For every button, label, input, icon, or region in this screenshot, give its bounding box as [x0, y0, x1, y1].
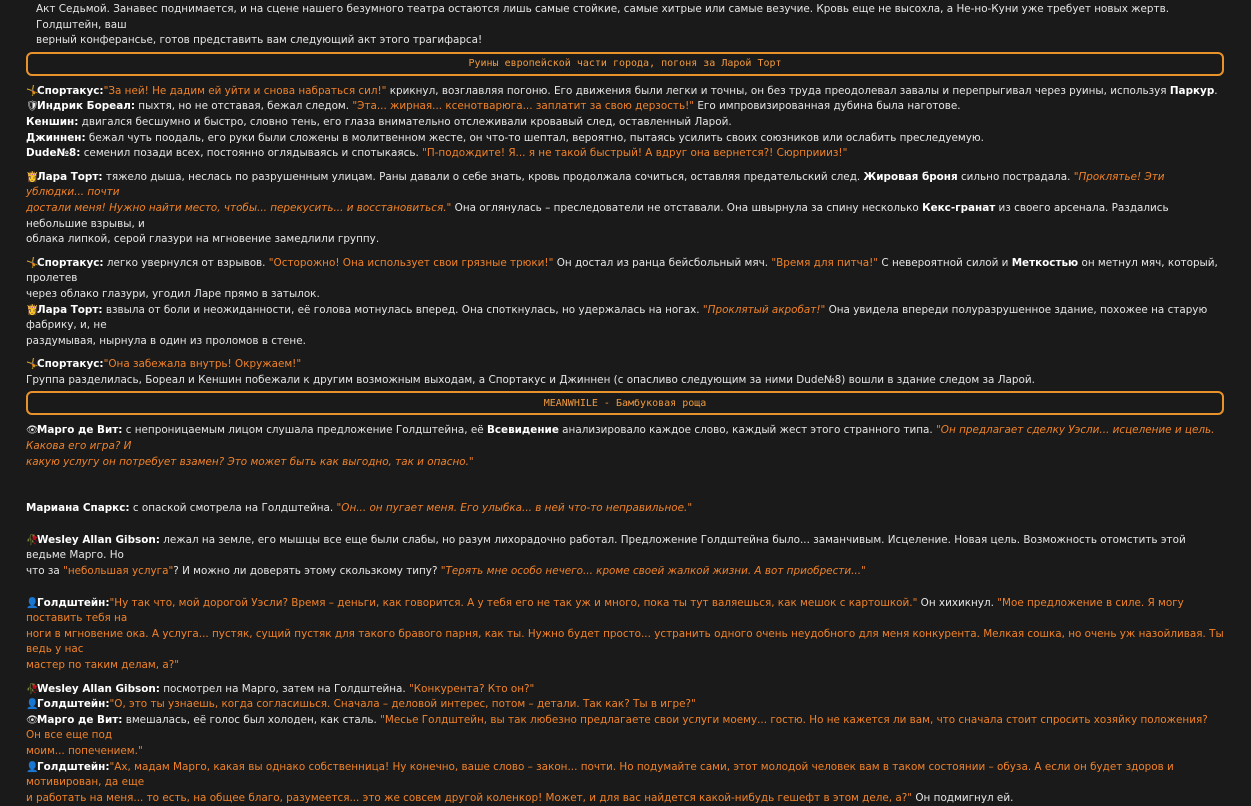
message-line — [26, 303, 1224, 334]
eye-icon: 👁 — [26, 714, 39, 726]
narration: Она увидела впереди полуразрушенное здание, похожее на старую фабрику, и, не — [26, 303, 1208, 332]
message-line — [26, 201, 1224, 232]
message — [26, 596, 1224, 674]
message — [26, 146, 1224, 162]
thought: "Терять мне особо нечего... кроме своей жалкой жизни. А вот приобрести..." — [440, 565, 866, 578]
message — [26, 256, 1224, 303]
speaker-name: Лара Торт: — [37, 170, 103, 183]
quote: "Ну так что, мой дорогой Уэсли? Время – деньги, как говорится. А у тебя его не так уж и много, пока ты тут валяешься, как мешок с картошкой." — [109, 596, 918, 609]
scene-title: Руины европейской части города, погоня за Ларой Торт — [468, 57, 782, 69]
quote: "Время для питча!" — [771, 256, 879, 269]
message-line: раздумывая, нырнула в один из проломов в стене. — [26, 334, 306, 347]
user-icon: 👤 — [26, 597, 39, 609]
thought: "Он предлагает сделку Уэсли... исцеление и цель. Какова его игра? И — [26, 424, 1215, 453]
quote: мастер по таким делам, а?" — [26, 659, 179, 671]
intro-line: Акт Седьмой. Занавес поднимается, и на сцене нашего безумного театра остаются лишь самые стойкие, самые хитрые или самые везучие. Кровь еще не высохла, а Не-но-Куни уже требует новых жертв. Голдштейн, ваш — [36, 3, 1169, 31]
narration: Она оглянулась – преследователи не отставали. Она швырнула за спину несколько — [451, 201, 923, 214]
narration: вмешалась, её голос был холоден, как сталь. — [122, 713, 381, 726]
quote: "Осторожно! Она использует свои грязные трюки!" — [268, 256, 554, 269]
speaker-name: Индрик Бореал: — [37, 100, 135, 113]
message — [26, 303, 1224, 350]
shield-icon: 🛡 — [26, 101, 39, 113]
speaker-name: Марго де Вит: — [37, 713, 123, 726]
wilted-flower-icon: 🥀 — [26, 534, 39, 546]
quote: "Она забежала внутрь! Окружаем!" — [103, 358, 302, 371]
message — [26, 501, 1224, 517]
narration: что за — [26, 565, 64, 578]
scene-title: MEANWHILE - Бамбуковая роща — [543, 397, 707, 409]
message-line — [26, 455, 1224, 471]
skill: Паркур — [1169, 84, 1215, 97]
message-line — [26, 791, 1224, 806]
message — [26, 760, 1224, 806]
speaker-name: Голдштейн: — [37, 698, 110, 711]
message-line — [26, 564, 1224, 580]
intro-narration — [26, 2, 1224, 49]
message — [26, 697, 1224, 713]
narration: бежал чуть поодаль, его руки были сложены в молитвенном жесте, он что-то шептал, вероятно, пытаясь усилить своих союзников или ослабить преследуемую. — [85, 131, 984, 144]
speaker-name: Dude№8: — [26, 147, 81, 160]
crown-icon: 👸 — [26, 171, 39, 183]
speaker-name: Лара Торт: — [37, 303, 103, 316]
message — [26, 84, 1224, 100]
speaker-name: Спортакус: — [37, 256, 104, 269]
quote: моим... попечением." — [26, 744, 143, 757]
narration: семенил позади всех, постоянно оглядываясь и спотыкаясь. — [80, 147, 423, 160]
message — [26, 682, 1224, 698]
narration: тяжело дыша, неслась по разрушенным улицам. Раны давали о себе знать, кровь продолжала сочиться, оставляя предательский след. — [102, 170, 864, 183]
speaker-name: Wesley Allan Gibson: — [37, 533, 160, 546]
message-line — [26, 744, 1224, 760]
speaker-name: Джиннен: — [26, 131, 86, 144]
message — [26, 533, 1224, 580]
speaker-name: Голдштейн: — [37, 760, 110, 773]
narration: Он хихикнул. — [917, 596, 998, 609]
narration: крикнул, возглавляя погоню. Его движения были легки и точны, он без труда преодолевал завалы и перепрыгивал через руины, используя — [386, 84, 1170, 97]
eye-icon: 👁 — [26, 425, 39, 437]
speaker-name: Спортакус: — [37, 358, 104, 371]
quote: "П-подождите! Я... я не такой быстрый! А вдруг она вернется?! Сюрприииз!" — [422, 147, 848, 160]
message — [26, 170, 1224, 248]
thought: "Проклятый акробат!" — [702, 303, 826, 316]
speaker-name: Мариана Спаркс: — [26, 502, 130, 515]
quote: "Конкурента? Кто он?" — [409, 682, 535, 695]
narration: С невероятной силой и — [878, 256, 1012, 269]
quote: ноги в мгновение ока. А услуга... пустяк, сущий пустяк для такого бравого парня, как ты. Нужно будет просто... устранить одного очень неудобного для меня конкурента. Мелкая сошка, но очень уж назойливая. Ты ведь у нас — [26, 627, 1224, 656]
message-line — [26, 423, 1224, 454]
narration: ? И можно ли доверять этому скользкому типу? — [173, 565, 441, 578]
narration: с опаской смотрела на Голдштейна. — [129, 502, 337, 515]
narration: . — [1214, 84, 1218, 97]
scene-header — [26, 52, 1224, 76]
skill: Меткостью — [1011, 256, 1079, 269]
scene-header — [26, 391, 1224, 415]
narration: он метнул мяч, который, пролетев — [26, 256, 1218, 285]
message-line: через облако глазури, угодил Ларе прямо в затылок. — [26, 287, 320, 300]
message — [26, 357, 1224, 373]
message — [26, 99, 1224, 115]
intro-line: верный конферансье, готов представить вам следующий акт этого трагифарса! — [36, 34, 483, 47]
message-line — [26, 256, 1224, 287]
speaker-name: Голдштейн: — [37, 596, 110, 609]
quote: "Ах, мадам Марго, какая вы однако собственница! Ну конечно, ваше слово – закон... почти. Но подумайте сами, этот молодой человек вам в таком состоянии – обуза. А если он будет здоров и мотивирован, да еще — [26, 760, 1174, 789]
narration: Он достал из ранца бейсбольный мяч. — [553, 256, 772, 269]
narration: пыхтя, но не отставая, бежал следом. — [134, 100, 353, 113]
narration: лежал на земле, его мышцы все еще были слабы, но разум лихорадочно работал. Предложение Голдштейна было... заманчивым. Исцеление. Новая цель. Возможность отомстить этой ведьме Марго. Но — [26, 533, 1186, 562]
message — [26, 131, 1224, 147]
acrobat-icon: 🤸 — [26, 85, 39, 97]
narration: Он подмигнул ей. — [912, 791, 1014, 804]
speaker-name: Спортакус: — [37, 84, 104, 97]
message — [26, 423, 1224, 470]
speaker-name: Марго де Вит: — [37, 424, 123, 437]
thought: какую услугу он потребует взамен? Это может быть как выгодно, так и опасно." — [26, 455, 474, 468]
crown-icon: 👸 — [26, 304, 39, 316]
narration: с непроницаемым лицом слушала предложение Голдштейна, её — [122, 424, 487, 437]
acrobat-icon: 🤸 — [26, 257, 39, 269]
narration: двигался бесшумно и быстро, словно тень, его глаза внимательно отслеживали кровавый след, оставленный Ларой. — [78, 115, 732, 128]
narration: из своего арсенала. Раздались небольшие взрывы, и — [26, 201, 1169, 230]
quote: "небольшая услуга" — [63, 565, 174, 578]
skill: Всевидение — [486, 424, 559, 437]
skill: Жировая броня — [863, 170, 958, 183]
narration: взвыла от боли и неожиданности, её голова мотнулась вперед. Она споткнулась, но удержалась на ногах. — [102, 303, 703, 316]
message — [26, 115, 1224, 131]
user-icon: 👤 — [26, 699, 39, 711]
quote: и работать на меня... то есть, на общее благо, разумеется... это же совсем другой коленкор! Может, и для вас найдется какой-нибудь гешефт в этом деле, а?" — [26, 791, 913, 804]
skill: Кекс-гранат — [922, 201, 996, 214]
narration: Его импровизированная дубина была наготове. — [694, 100, 961, 113]
quote: "О, это ты узнаешь, когда согласишься. Сначала – деловой интерес, потом – детали. Так как? Ты в игре?" — [109, 698, 696, 711]
acrobat-icon: 🤸 — [26, 359, 39, 371]
message-line — [26, 596, 1224, 627]
narration: сильно пострадала. — [957, 170, 1074, 183]
message-line — [26, 658, 1224, 674]
narration: посмотрел на Марго, затем на Голдштейна. — [159, 682, 410, 695]
thought: достали меня! Нужно найти место, чтобы... перекусить... и восстановиться." — [26, 201, 452, 214]
narration-line: Группа разделилась, Бореал и Кеншин побежали к другим возможным выходам, а Спортакус и Джиннен (с опасливо следующим за ними Dude№8) вошли в здание следом за Ларой. — [26, 373, 1035, 386]
speaker-name: Wesley Allan Gibson: — [37, 682, 160, 695]
quote: "За ней! Не дадим ей уйти и снова набраться сил!" — [103, 84, 387, 97]
narration: легко увернулся от взрывов. — [103, 256, 269, 269]
message-line — [26, 533, 1224, 564]
quote: "Мое предложение в силе. Я могу поставить тебя на — [26, 596, 1184, 625]
message-line: облака липкой, серой глазури на мгновение замедлили группу. — [26, 233, 380, 246]
wilted-flower-icon: 🥀 — [26, 683, 39, 695]
message-line — [26, 713, 1224, 744]
quote: "Эта... жирная... ксенотварюга... заплатит за свою дерзость!" — [352, 100, 695, 113]
thought: "Он... он пугает меня. Его улыбка... в ней что-то неправильное." — [336, 502, 693, 515]
user-icon: 👤 — [26, 761, 39, 773]
message — [26, 713, 1224, 760]
message-line — [26, 760, 1224, 791]
speaker-name: Кеншин: — [26, 115, 79, 128]
thought: "Проклятье! Эти ублюдки... почти — [26, 170, 1165, 199]
message-line — [26, 627, 1224, 658]
message-line — [26, 170, 1224, 201]
narration: анализировало каждое слово, каждый жест этого странного типа. — [558, 424, 937, 437]
quote: "Месье Голдштейн, вы так любезно предлагаете свои услуги моему... гостю. Но не кажется ли вам, что сначала стоит спросить хозяйку положения? Он все еще под — [26, 713, 1208, 742]
